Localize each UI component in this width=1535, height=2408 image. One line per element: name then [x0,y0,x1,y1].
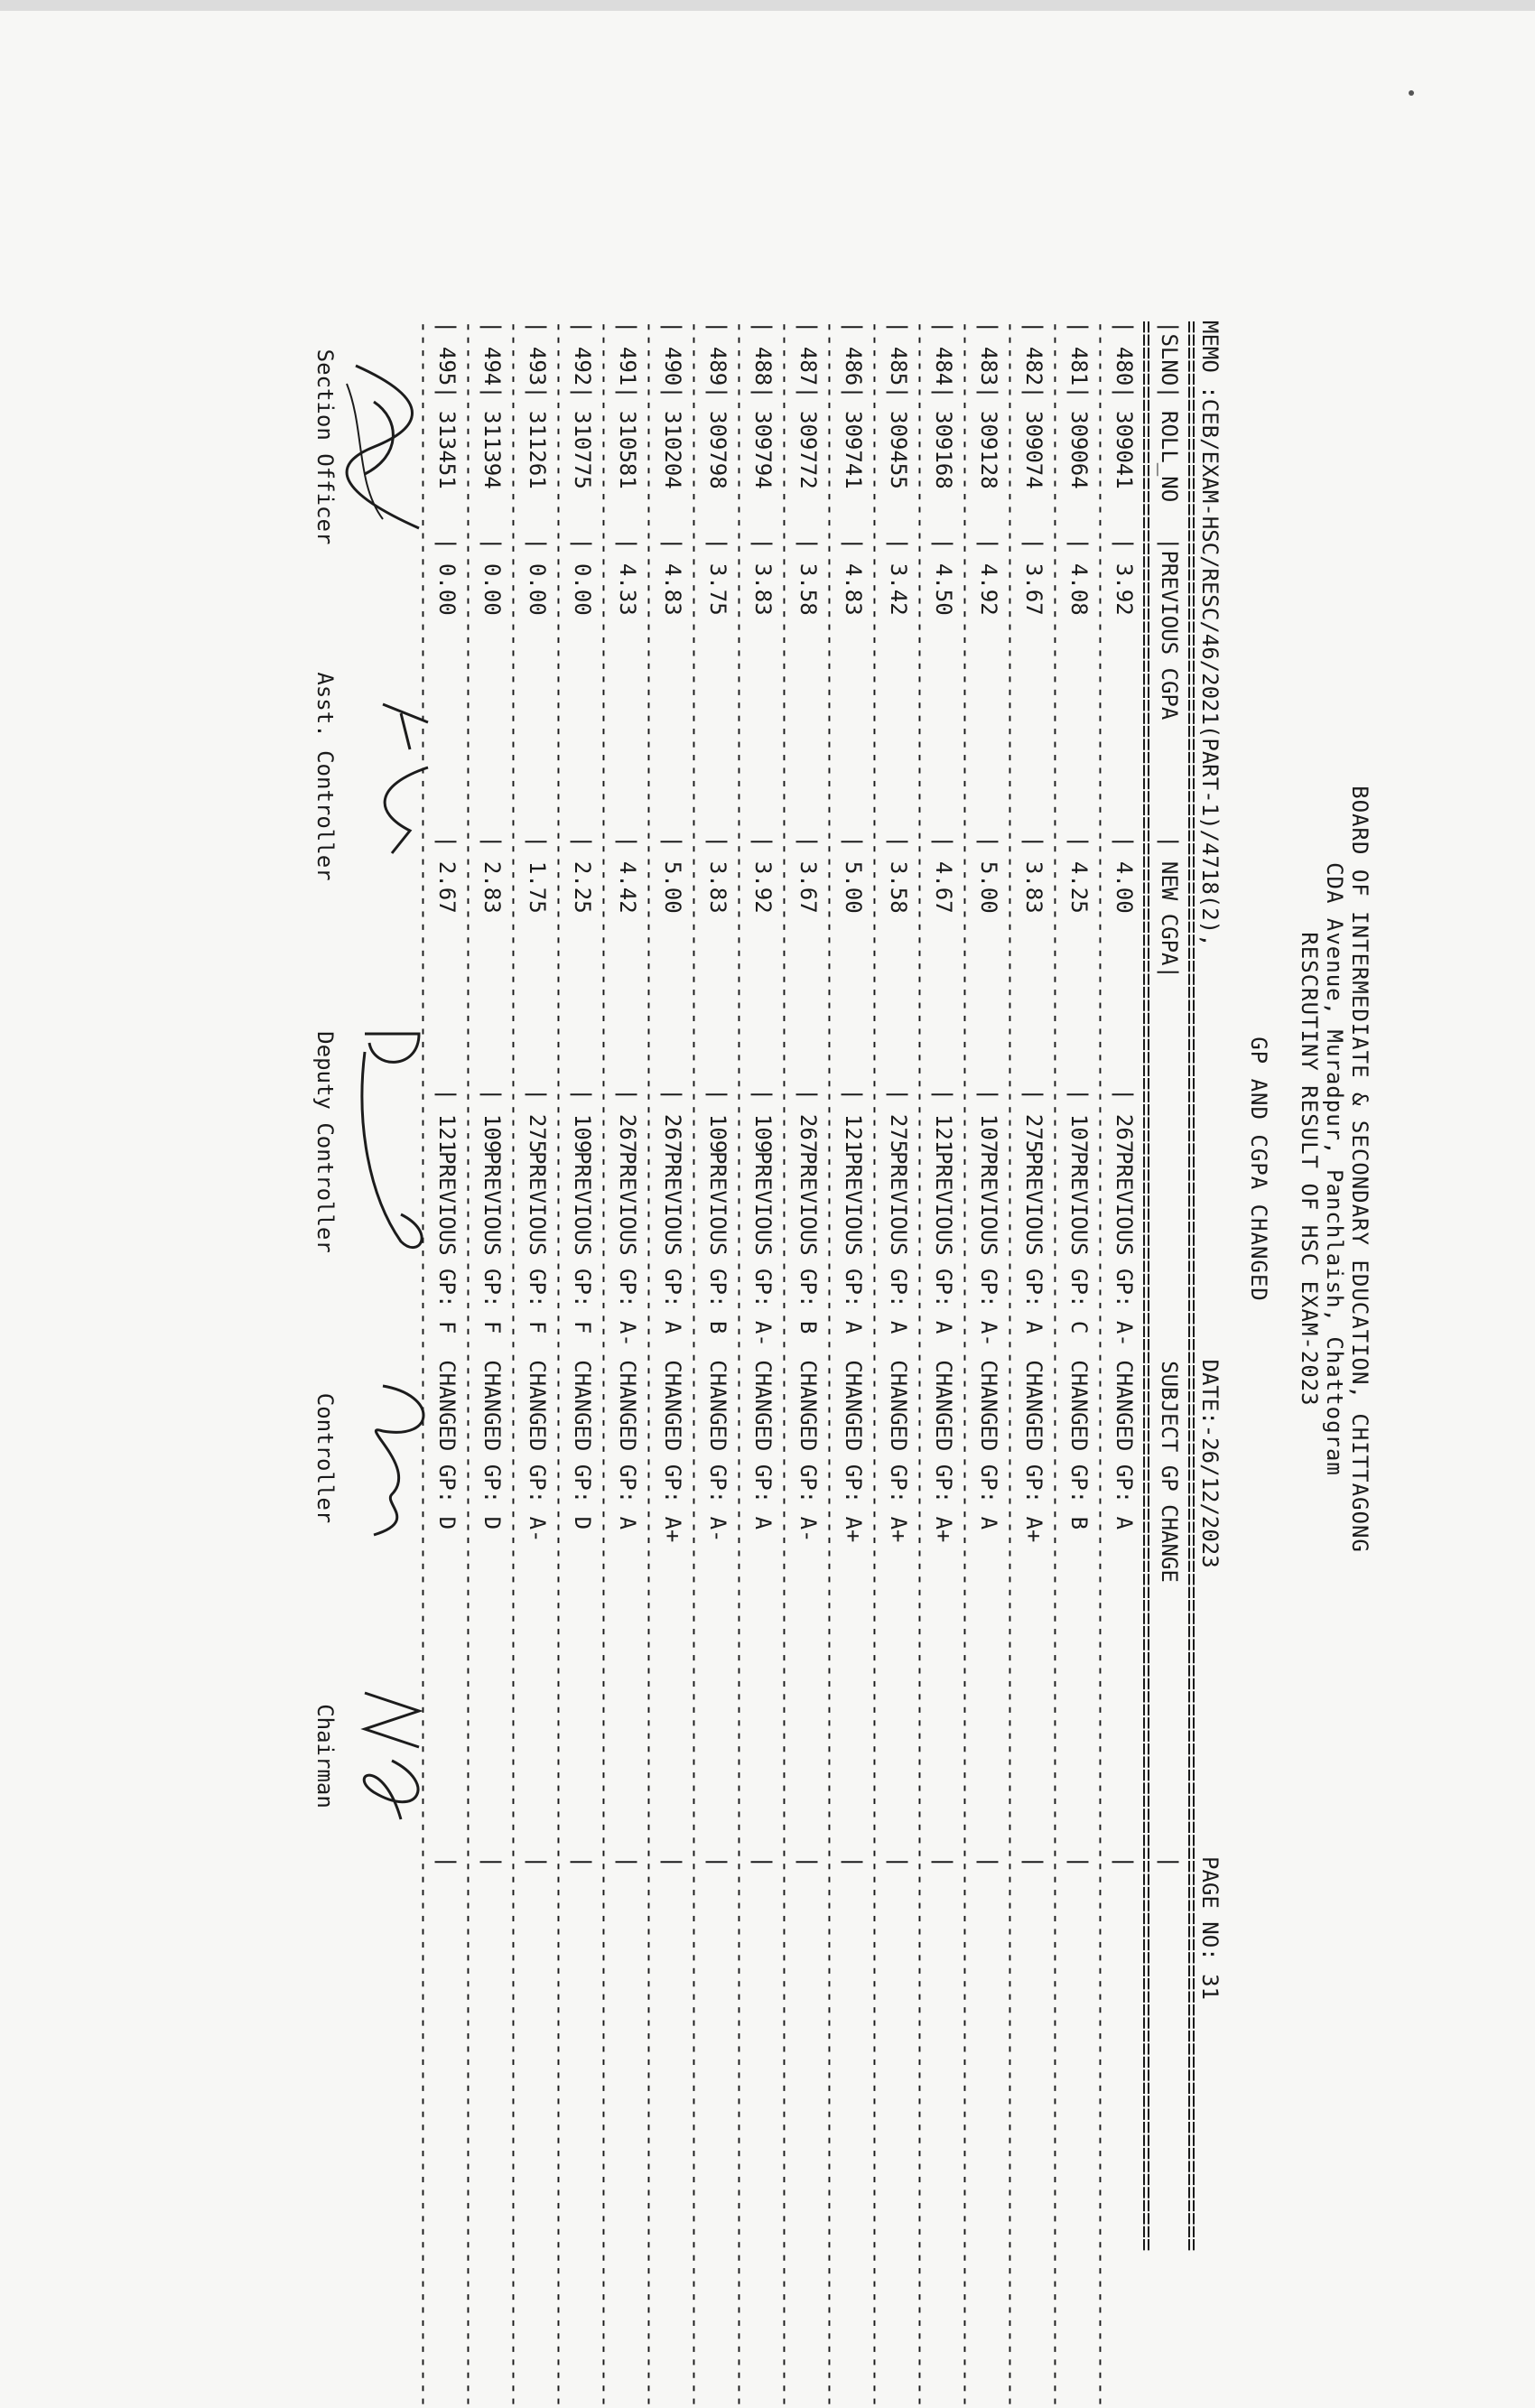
cell-slno: | 494| [479,321,505,399]
double-rule: ==================================================================================================================================================== [1134,321,1159,2252]
cell-gp-change: PREVIOUS GP: A CHANGED GP: A+ [660,1151,685,1543]
cell-end-bar: | [570,1855,595,1869]
signature-scribble-icon [338,1675,455,1837]
board-name: BOARD OF INTERMEDIATE & SECONDARY EDUCATION, CHITTAGONG [1347,786,1372,1553]
cell-end-bar: | [886,1855,911,1869]
cell-end-bar: | [479,1855,505,1869]
scan-top-edge [0,0,1535,11]
cell-slno: | 481| [1066,321,1092,399]
cell-new-cgpa: | 5.00 [841,835,866,914]
cell-previous-cgpa: | 3.67 [1021,537,1047,616]
cell-slno: | 490| [660,321,685,399]
cell-roll-no: 309074 [1021,411,1047,489]
cell-gp-change: PREVIOUS GP: C CHANGED GP: B [1066,1151,1092,1530]
cell-slno: | 485| [886,321,911,399]
cell-end-bar: | [525,1855,550,1869]
cell-new-cgpa: | 1.75 [525,835,550,914]
cell-previous-cgpa: | 4.50 [931,537,956,616]
cell-slno: | 486| [841,321,866,399]
board-address: CDA Avenue, Muradpur, Panchlaish, Chattogram [1322,862,1347,1476]
double-rule: ==================================================================================================================================================== [1179,321,1205,2252]
cell-subject-code: | 107 [1066,1088,1092,1154]
document-sheet [208,321,1372,2408]
cell-roll-no: 309455 [886,411,911,489]
cell-gp-change: PREVIOUS GP: A- CHANGED GP: A [615,1151,640,1530]
cell-slno: | 487| [795,321,821,399]
dashed-rule: ---------------------------------------------------------------------------------------------------------------------------------------------------------------- [592,321,618,2408]
header-roll: ROLL_NO [1157,411,1182,503]
dashed-rule: ---------------------------------------------------------------------------------------------------------------------------------------------------------------- [412,321,437,2408]
cell-roll-no: 310581 [615,411,640,489]
signature-scribble-icon [338,1016,455,1269]
cell-previous-cgpa: | 4.83 [660,537,685,616]
cell-new-cgpa: | 3.83 [705,835,730,914]
document-subtitle: GP AND CGPA CHANGED [1246,1037,1271,1302]
cell-roll-no: 309128 [976,411,1001,489]
cell-gp-change: PREVIOUS GP: A CHANGED GP: A+ [931,1151,956,1543]
dashed-rule: ---------------------------------------------------------------------------------------------------------------------------------------------------------------- [547,321,572,2408]
dashed-rule: ---------------------------------------------------------------------------------------------------------------------------------------------------------------- [728,321,753,2408]
cell-roll-no: 311261 [525,411,550,489]
dashed-rule: ---------------------------------------------------------------------------------------------------------------------------------------------------------------- [863,321,888,2408]
dashed-rule: ---------------------------------------------------------------------------------------------------------------------------------------------------------------- [683,321,708,2408]
memo-date: DATE:-26/12/2023 [1197,1359,1223,1568]
header-prev-cgpa: |PREVIOUS CGPA [1157,537,1182,721]
dashed-rule: ---------------------------------------------------------------------------------------------------------------------------------------------------------------- [954,321,979,2408]
cell-roll-no: 310775 [570,411,595,489]
signature-deputy-controller [312,980,338,1305]
cell-new-cgpa: | 5.00 [976,835,1001,914]
board-header [1297,321,1372,2018]
cell-subject-code: | 267 [795,1088,821,1154]
signature-label: Asst. Controller [312,672,338,881]
memo-number: MEMO :CEB/EXAM-HSC/RESC/46/2021(PART-1)/4718(2), [1197,321,1223,947]
cell-end-bar: | [1112,1855,1137,1869]
cell-slno: | 480| [1112,321,1137,399]
dashed-rule: ---------------------------------------------------------------------------------------------------------------------------------------------------------------- [1089,321,1114,2408]
cell-new-cgpa: | 3.92 [750,835,776,914]
cell-previous-cgpa: | 4.92 [976,537,1001,616]
cell-slno: | 488| [750,321,776,399]
header-slno: |SLNO| [1157,321,1182,399]
cell-new-cgpa: | 4.00 [1112,835,1137,914]
page-number: PAGE NO: 31 [1197,1856,1223,2000]
cell-previous-cgpa: | 0.00 [479,537,505,616]
cell-gp-change: PREVIOUS GP: F CHANGED GP: D [434,1151,460,1530]
cell-previous-cgpa: | 3.42 [886,537,911,616]
dashed-rule: ---------------------------------------------------------------------------------------------------------------------------------------------------------------- [773,321,798,2408]
cell-slno: | 482| [1021,321,1047,399]
signature-label: Deputy Controller [312,1031,338,1253]
cell-previous-cgpa: | 3.75 [705,537,730,616]
cell-previous-cgpa: | 4.08 [1066,537,1092,616]
cell-slno: | 492| [570,321,595,399]
cell-gp-change: PREVIOUS GP: A CHANGED GP: A+ [886,1151,911,1543]
dashed-rule: ---------------------------------------------------------------------------------------------------------------------------------------------------------------- [457,321,482,2408]
cell-previous-cgpa: | 3.58 [795,537,821,616]
cell-roll-no: 311394 [479,411,505,489]
signature-label: Section Officer [312,349,338,545]
cell-subject-code: | 109 [570,1088,595,1154]
cell-subject-code: | 267 [1112,1088,1137,1154]
cell-subject-code: | 275 [525,1088,550,1154]
cell-slno: | 484| [931,321,956,399]
header-end-bar: | [1157,1855,1182,1869]
dashed-rule: ---------------------------------------------------------------------------------------------------------------------------------------------------------------- [818,321,843,2408]
signature-scribble-icon [338,1368,455,1548]
dashed-rule: ---------------------------------------------------------------------------------------------------------------------------------------------------------------- [908,321,934,2408]
cell-subject-code: | 275 [886,1088,911,1154]
cell-subject-code: | 109 [705,1088,730,1154]
cell-subject-code: | 267 [615,1088,640,1154]
cell-new-cgpa: | 4.25 [1066,835,1092,914]
cell-roll-no: 309168 [931,411,956,489]
cell-previous-cgpa: | 0.00 [570,537,595,616]
signature-scribble-icon [347,686,455,867]
cell-previous-cgpa: | 4.83 [841,537,866,616]
signature-asst-controller [312,628,338,925]
cell-gp-change: PREVIOUS GP: A- CHANGED GP: A [1112,1151,1137,1530]
cell-new-cgpa: | 2.67 [434,835,460,914]
cell-slno: | 483| [976,321,1001,399]
cell-subject-code: | 107 [976,1088,1001,1154]
cell-previous-cgpa: | 0.00 [434,537,460,616]
cell-roll-no: 309798 [705,411,730,489]
cell-end-bar: | [705,1855,730,1869]
dashed-rule: ---------------------------------------------------------------------------------------------------------------------------------------------------------------- [637,321,663,2408]
cell-gp-change: PREVIOUS GP: A CHANGED GP: A+ [841,1151,866,1543]
cell-end-bar: | [976,1855,1001,1869]
cell-end-bar: | [660,1855,685,1869]
cell-new-cgpa: | 3.67 [795,835,821,914]
cell-end-bar: | [434,1855,460,1869]
cell-roll-no: 309064 [1066,411,1092,489]
cell-new-cgpa: | 5.00 [660,835,685,914]
cell-roll-no: 310204 [660,411,685,489]
signature-row [312,321,338,2018]
cell-end-bar: | [750,1855,776,1869]
cell-roll-no: 309772 [795,411,821,489]
cell-subject-code: | 275 [1021,1088,1047,1154]
cell-previous-cgpa: | 3.83 [750,537,776,616]
header-subject-gp-change: SUBJECT GP CHANGE [1157,1361,1182,1583]
signature-scribble-icon [329,348,455,546]
signature-controller [312,1341,338,1576]
cell-gp-change: PREVIOUS GP: F CHANGED GP: D [479,1151,505,1530]
signature-label: Controller [312,1392,338,1524]
signature-chairman [312,1648,338,1864]
signature-label: Chairman [312,1704,338,1808]
cell-new-cgpa: | 4.42 [615,835,640,914]
cell-gp-change: PREVIOUS GP: F CHANGED GP: D [570,1151,595,1530]
cell-end-bar: | [1066,1855,1092,1869]
cell-subject-code: | 121 [434,1088,460,1154]
cell-end-bar: | [1021,1855,1047,1869]
cell-end-bar: | [795,1855,821,1869]
cell-previous-cgpa: | 0.00 [525,537,550,616]
cell-roll-no: 309794 [750,411,776,489]
cell-roll-no: 309741 [841,411,866,489]
cell-subject-code: | 109 [479,1088,505,1154]
cell-roll-no: 309041 [1112,411,1137,489]
cell-slno: | 489| [705,321,730,399]
exam-title: RESCRUTINY RESULT OF HSC EXAM-2023 [1297,932,1322,1407]
cell-end-bar: | [841,1855,866,1869]
cell-new-cgpa: | 2.25 [570,835,595,914]
table-body [412,321,1141,2408]
cell-gp-change: PREVIOUS GP: B CHANGED GP: A- [795,1151,821,1543]
cell-new-cgpa: | 2.83 [479,835,505,914]
dashed-rule: ---------------------------------------------------------------------------------------------------------------------------------------------------------------- [502,321,527,2408]
cell-gp-change: PREVIOUS GP: A- CHANGED GP: A [976,1151,1001,1530]
cell-previous-cgpa: | 4.33 [615,537,640,616]
cell-new-cgpa: | 4.67 [931,835,956,914]
cell-new-cgpa: | 3.83 [1021,835,1047,914]
cell-subject-code: | 121 [841,1088,866,1154]
cell-subject-code: | 109 [750,1088,776,1154]
dashed-rule: ---------------------------------------------------------------------------------------------------------------------------------------------------------------- [1044,321,1069,2408]
signature-section-officer [312,321,338,573]
cell-gp-change: PREVIOUS GP: B CHANGED GP: A- [705,1151,730,1543]
cell-slno: | 491| [615,321,640,399]
cell-end-bar: | [615,1855,640,1869]
cell-previous-cgpa: | 3.92 [1112,537,1137,616]
cell-new-cgpa: | 3.58 [886,835,911,914]
dashed-rule: ---------------------------------------------------------------------------------------------------------------------------------------------------------------- [999,321,1024,2408]
cell-end-bar: | [931,1855,956,1869]
cell-gp-change: PREVIOUS GP: F CHANGED GP: A- [525,1151,550,1543]
cell-gp-change: PREVIOUS GP: A- CHANGED GP: A [750,1151,776,1530]
cell-slno: | 495| [434,321,460,399]
cell-roll-no: 313451 [434,411,460,489]
header-new-cgpa: | NEW CGPA| [1157,835,1182,979]
cell-gp-change: PREVIOUS GP: A CHANGED GP: A+ [1021,1151,1047,1543]
cell-slno: | 493| [525,321,550,399]
scan-speck [1409,90,1414,96]
cell-subject-code: | 267 [660,1088,685,1154]
cell-subject-code: | 121 [931,1088,956,1154]
